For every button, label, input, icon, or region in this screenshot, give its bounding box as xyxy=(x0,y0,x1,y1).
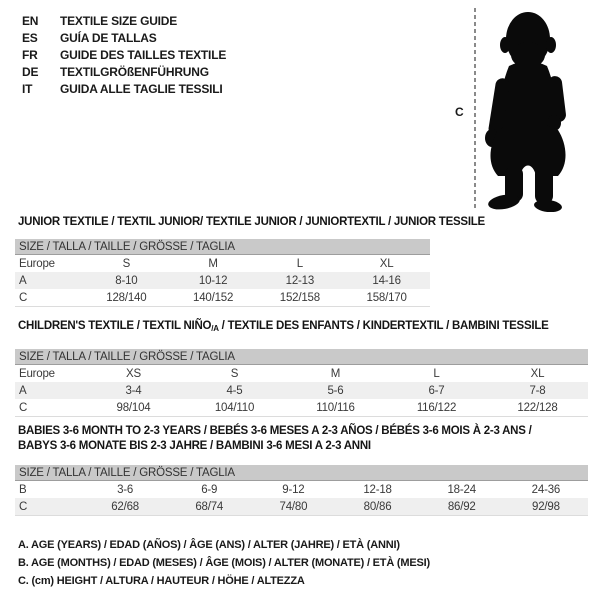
size-header-row xyxy=(15,465,588,481)
table-cell: 12-13 xyxy=(257,272,344,289)
table-cell: 68/74 xyxy=(167,498,251,516)
language-row-es xyxy=(22,30,226,47)
table-cell: 74/80 xyxy=(251,498,335,516)
row-label: A xyxy=(15,272,83,289)
language-code: ES xyxy=(22,31,38,45)
table-cell: 24-36 xyxy=(531,483,561,496)
table-cell: 10-12 xyxy=(170,272,257,289)
table-cell: 80/86 xyxy=(335,498,419,516)
table-cell: XS xyxy=(126,367,141,380)
table-row-height xyxy=(15,498,588,516)
table-cell: 104/110 xyxy=(184,399,285,417)
language-code: EN xyxy=(22,14,39,28)
row-label: A xyxy=(15,382,83,399)
title-subscript: /A xyxy=(211,324,219,333)
language-title: GUIDA ALLE TAGLIE TESSILI xyxy=(60,82,223,96)
table-cell: S xyxy=(122,257,131,270)
table-cell: 122/128 xyxy=(487,399,588,417)
size-header-row xyxy=(15,239,430,255)
legend-note-b: B. AGE (MONTHS) / EDAD (MESES) / ÂGE (MOIS) / ALTER (MONATE) / ETÀ (MESI) xyxy=(18,557,430,569)
size-header-label: SIZE / TALLA / TAILLE / GRÖSSE / TAGLIA xyxy=(15,465,588,481)
table-cell: L xyxy=(296,257,303,270)
table-cell: 14-16 xyxy=(343,272,430,289)
toddler-silhouette-image xyxy=(479,8,579,212)
table-row-months xyxy=(15,481,588,499)
row-label: Europe xyxy=(19,257,55,270)
table-cell: 4-5 xyxy=(184,382,285,399)
size-header-label: SIZE / TALLA / TAILLE / GRÖSSE / TAGLIA xyxy=(15,239,430,255)
title-line-2: BABYS 3-6 MONATE BIS 2-3 JAHRE / BAMBINI 3-6 MESI A 2-3 ANNI xyxy=(18,440,371,452)
table-cell: 158/170 xyxy=(343,289,430,307)
title-line-1: BABIES 3-6 MONTH TO 2-3 YEARS / BEBÉS 3-6 MESES A 2-3 AÑOS / BÉBÉS 3-6 MOIS À 2-3 ANS / xyxy=(18,425,532,437)
table-row-europe xyxy=(15,365,588,383)
table-cell: XL xyxy=(379,257,394,270)
legend-note-c: C. (cm) HEIGHT / ALTURA / HAUTEUR / HÖHE / ALTEZZA xyxy=(18,575,305,587)
language-title: TEXTILE SIZE GUIDE xyxy=(60,14,178,28)
table-cell: 18-24 xyxy=(447,483,476,496)
table-cell: 128/140 xyxy=(83,289,170,307)
language-row-it xyxy=(22,81,226,98)
table-cell: 116/122 xyxy=(386,399,487,417)
table-cell: 6-7 xyxy=(386,382,487,399)
table-row-europe xyxy=(15,255,430,273)
section-title-children xyxy=(18,320,549,333)
language-title: GUÍA DE TALLAS xyxy=(60,31,157,45)
table-row-height xyxy=(15,289,430,307)
table-row-age xyxy=(15,382,588,399)
table-cell: 9-12 xyxy=(282,483,305,496)
table-cell: 110/116 xyxy=(285,399,386,417)
size-table-children xyxy=(15,349,588,417)
table-cell: 12-18 xyxy=(363,483,392,496)
table-cell: 3-4 xyxy=(83,382,184,399)
table-cell: XL xyxy=(530,367,545,380)
size-table-babies xyxy=(15,465,588,516)
row-label: Europe xyxy=(19,367,55,380)
table-cell: 8-10 xyxy=(83,272,170,289)
table-cell: 92/98 xyxy=(504,498,588,516)
legend-notes xyxy=(18,536,430,590)
language-title: GUIDE DES TAILLES TEXTILE xyxy=(60,48,227,62)
table-cell: 7-8 xyxy=(487,382,588,399)
language-row-de xyxy=(22,64,226,81)
size-header-row xyxy=(15,349,588,365)
language-row-en xyxy=(22,13,226,30)
table-cell: 62/68 xyxy=(83,498,167,516)
row-label: C xyxy=(15,289,83,307)
language-code: FR xyxy=(22,48,38,62)
table-cell: 152/158 xyxy=(257,289,344,307)
row-label: C xyxy=(15,399,83,417)
table-row-height xyxy=(15,399,588,417)
table-cell: M xyxy=(208,257,218,270)
table-cell: 6-9 xyxy=(201,483,218,496)
language-title-list xyxy=(22,13,226,98)
table-cell: M xyxy=(330,367,341,380)
language-title: TEXTILGRÖßENFÜHRUNG xyxy=(60,65,209,79)
height-measure-label: C xyxy=(455,105,464,119)
section-title-junior: JUNIOR TEXTILE / TEXTIL JUNIOR/ TEXTILE JUNIOR / JUNIORTEXTIL / JUNIOR TESSILE xyxy=(18,216,485,228)
table-cell: 98/104 xyxy=(83,399,184,417)
row-label: B xyxy=(19,483,27,496)
table-cell: 5-6 xyxy=(285,382,386,399)
language-code: DE xyxy=(22,65,39,79)
table-cell: 3-6 xyxy=(117,483,134,496)
table-cell: 140/152 xyxy=(170,289,257,307)
section-title-babies xyxy=(18,424,532,454)
table-row-age xyxy=(15,272,430,289)
legend-note-a: A. AGE (YEARS) / EDAD (AÑOS) / ÂGE (ANS) / ALTER (JAHRE) / ETÀ (ANNI) xyxy=(18,539,400,551)
row-label: C xyxy=(15,498,83,516)
size-table-junior xyxy=(15,239,430,307)
size-header-label: SIZE / TALLA / TAILLE / GRÖSSE / TAGLIA xyxy=(15,349,588,365)
language-code: IT xyxy=(22,82,33,96)
table-cell: L xyxy=(433,367,440,380)
title-text: / TEXTILE DES ENFANTS / KINDERTEXTIL / BAMBINI TESSILE xyxy=(218,320,549,332)
title-text: CHILDREN'S TEXTILE / TEXTIL NIÑO xyxy=(18,320,212,332)
table-cell: S xyxy=(230,367,239,380)
table-cell: 86/92 xyxy=(420,498,504,516)
language-row-fr xyxy=(22,47,226,64)
height-measure-dashed-line xyxy=(474,8,476,210)
